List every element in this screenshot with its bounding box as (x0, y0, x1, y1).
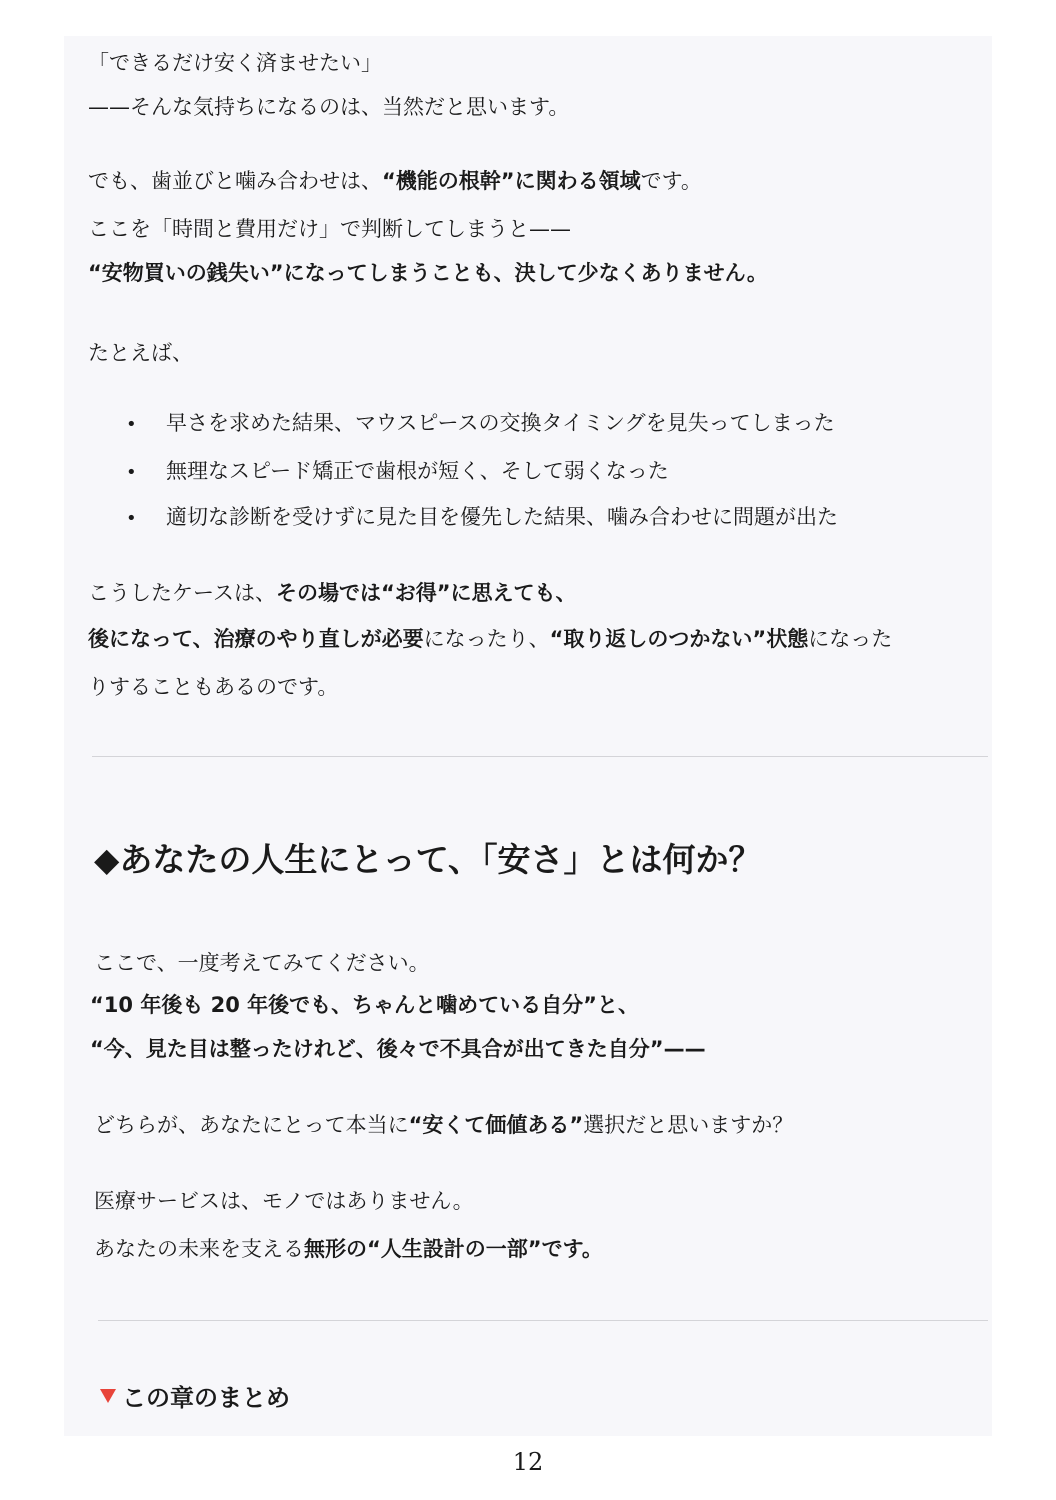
page-number: 12 (512, 1448, 544, 1476)
intro-line-2: ——そんな気持ちになるのは、当然だと思います。 (88, 95, 570, 119)
p3-line-1-emphasis: その場では“お得”に思えても、 (275, 581, 577, 605)
p5-c: 選択だと思いますか？ (583, 1113, 794, 1137)
p4-line-1: ここで、一度考えてみてください。 (94, 951, 430, 975)
example-item-text: 適切な診断を受けずに見た目を優先した結果、噛み合わせに問題が出た (166, 505, 838, 529)
p4-line-2 (90, 990, 639, 1020)
p2-line-3-emphasis: “安物買いの銭失い”になってしまうことも、決して少なくありません。 (88, 261, 768, 285)
p2-line-3 (88, 258, 768, 288)
p3-line-3: りすることもあるのです。 (88, 675, 339, 699)
example-lead: たとえば、 (88, 341, 193, 365)
example-item-2 (126, 456, 669, 488)
chapter-summary-label: この章のまとめ (122, 1384, 290, 1412)
p6-line-2-a: あなたの未来を支える (94, 1237, 304, 1261)
p2-line-1-emphasis: “機能の根幹”に関わる領域 (382, 169, 641, 193)
p3-line-1-a: こうしたケースは、 (88, 581, 276, 605)
p6-line-2-emphasis: 無形の“人生設計の一部”です。 (304, 1237, 603, 1261)
p2-line-1-a: でも、歯並びと噛み合わせは、 (88, 169, 382, 193)
divider (92, 756, 988, 757)
p4-line-3-emphasis: “今、見た目は整ったけれど、後々で不具合が出てきた自分”—— (90, 1037, 706, 1061)
p5-a: どちらが、あなたにとって本当に (94, 1113, 409, 1137)
divider (98, 1320, 988, 1321)
example-item-text: 早さを求めた結果、マウスピースの交換タイミングを見失ってしまった (166, 411, 835, 435)
p2-line-1 (88, 166, 702, 196)
p6-line-2 (94, 1234, 603, 1264)
bullet-marker: • (126, 508, 137, 529)
p4-line-2-emphasis: “10 年後も 20 年後でも、ちゃんと噛めている自分”と、 (90, 993, 639, 1017)
p5-line (94, 1110, 793, 1140)
section-heading: ◆あなたの人生にとって、「安さ」とは何か？ (94, 840, 762, 879)
p3-line-2-emphasis-2: “取り返しのつかない”状態 (549, 627, 809, 651)
intro-line-1: 「できるだけ安く済ませたい」 (88, 51, 382, 75)
bullet-marker: • (126, 414, 137, 435)
p2-line-1-c: です。 (640, 169, 702, 193)
p3-line-2-emphasis-1: 後になって、治療のやり直しが必要 (88, 627, 424, 651)
p2-line-2: ここを「時間と費用だけ」で判断してしまうと—— (88, 217, 571, 241)
p5-emphasis: “安くて価値ある” (408, 1113, 584, 1137)
p6-line-1: 医療サービスは、モノではありません。 (94, 1189, 474, 1213)
triangle-down-icon (100, 1389, 116, 1403)
p3-line-2 (88, 624, 892, 654)
example-item-1 (126, 408, 835, 440)
p3-line-2-d: になった (808, 627, 893, 651)
p3-line-1 (88, 578, 577, 608)
chapter-summary-heading (100, 1382, 290, 1414)
example-item-3 (126, 502, 838, 534)
scanned-page (64, 36, 992, 1436)
p4-line-3 (90, 1034, 706, 1064)
bullet-marker: • (126, 462, 137, 483)
p3-line-2-b: になったり、 (423, 627, 550, 651)
example-item-text: 無理なスピード矯正で歯根が短く、そして弱くなった (166, 459, 669, 483)
